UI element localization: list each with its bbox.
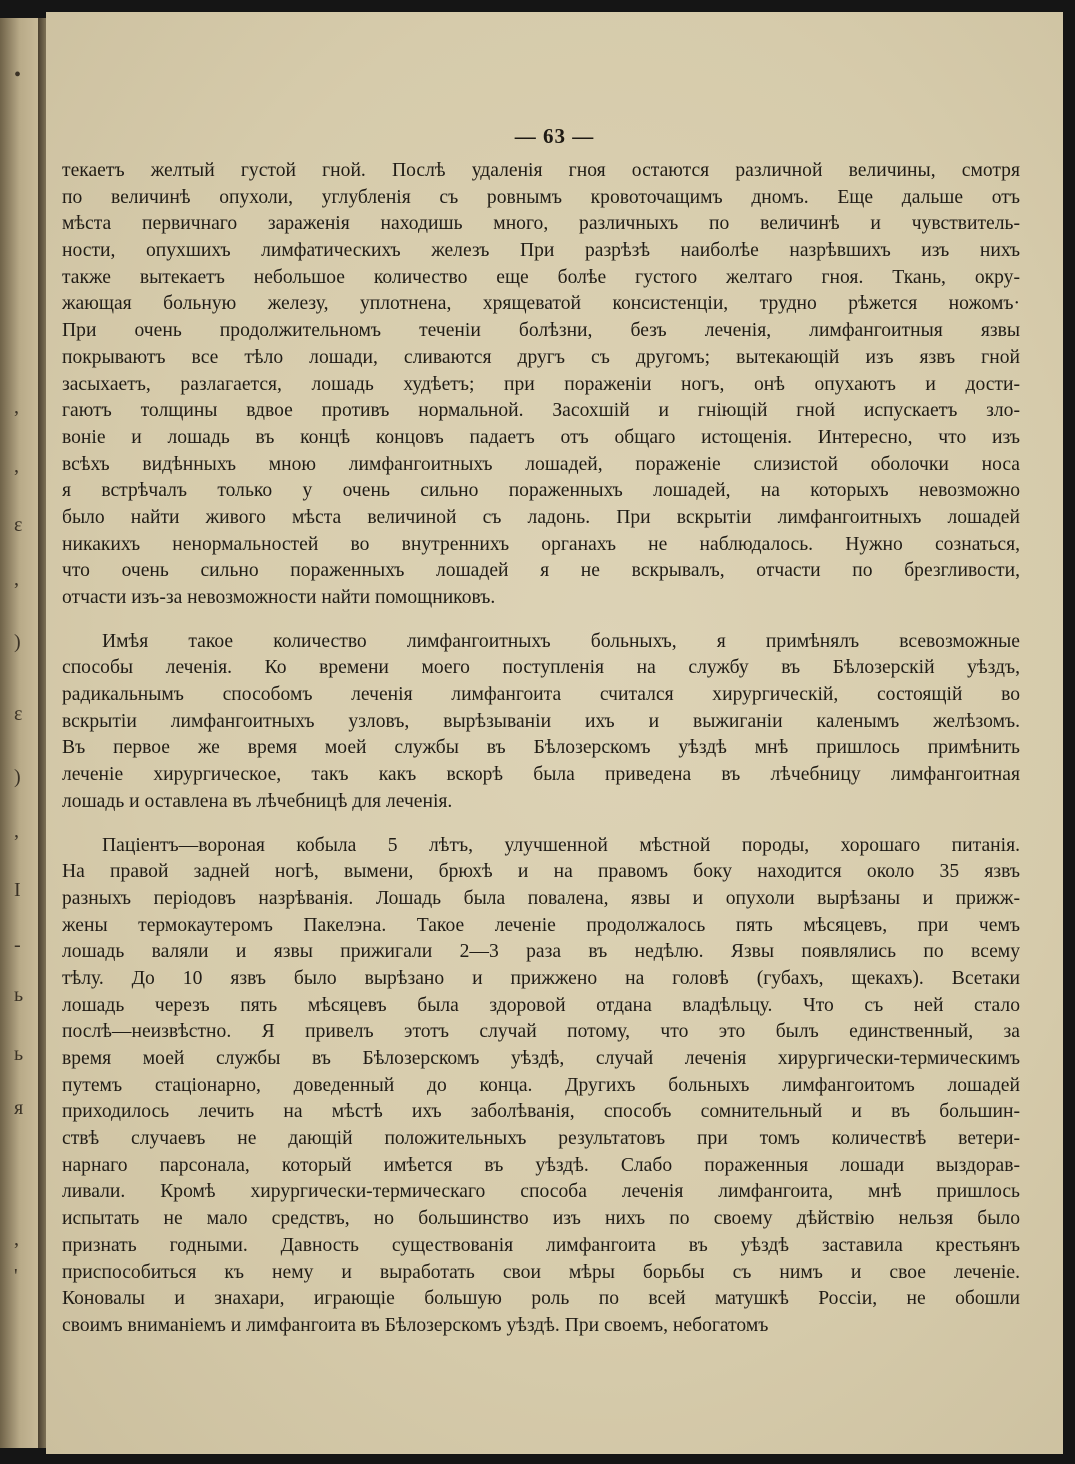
page-number: — 63 — [514, 124, 595, 148]
text-line: всѣхъ видѣнныхъ мною лимфангоитныхъ лошадей, пораженіе слизистой оболочки носа [62, 453, 1020, 475]
left-page-edge-char: , [14, 396, 19, 418]
text-line: леченіе хирургическое, такъ какъ вскорѣ была приведена въ лѣчебницу лимфангоитная [62, 764, 1020, 786]
text-line: жены термокаутеромъ Пакелэна. Такое леченіе продолжалось пять мѣсяцевъ, при чемъ [62, 914, 1020, 936]
paragraph [62, 158, 1020, 612]
text-line: признать годными. Давность существованія лимфангоита въ уѣздѣ заставила крестьянъ [62, 1234, 1020, 1256]
left-page-edge-char: ь [14, 1042, 24, 1065]
left-page-edge-char: , [14, 568, 19, 591]
left-page-edge-char: ) [14, 765, 21, 788]
text-line: разныхъ періодовъ назрѣванія. Лошадь была повалена, язвы и опухоли вырѣзаны и прижж- [62, 887, 1020, 909]
text-line: воніе и лошадь въ концѣ концовъ падаетъ отъ общаго истощенія. Интересно, что изъ [62, 426, 1020, 448]
text-line: я встрѣчалъ только у очень сильно пораженныхъ лошадей, на которыхъ невозможно [62, 480, 1020, 502]
left-page-edge-char: ' [14, 1265, 18, 1288]
left-page-edge-char: I [14, 879, 21, 901]
text-line: ствѣ случаевъ не дающій положительныхъ результатовъ при томъ количествѣ ветери- [62, 1128, 1020, 1150]
text-line: жающая больную железу, уплотнена, хрящеватой консистенціи, трудно рѣжется ножомъ· [62, 293, 1020, 315]
left-page-edge-char: • [14, 64, 22, 87]
text-line: радикальнымъ способомъ леченія лимфангоита считался хирургическій, состоящій во [62, 684, 1020, 706]
paragraph-gap [62, 612, 1020, 629]
text-line: лошадь и оставлена въ лѣчебницѣ для леченія. [62, 790, 453, 812]
left-page-edge-char: , [14, 454, 19, 477]
text-line: вскрытіи лимфангоитныхъ узловъ, вырѣзываніи ихъ и выжиганіи каленымъ желѣзомъ. [62, 710, 1020, 732]
text-line: покрываютъ все тѣло лошади, сливаются другъ съ другомъ; вытекающій изъ язвъ гной [62, 346, 1020, 368]
text-line: нарнаго парсонала, который имѣется въ уѣздѣ. Слабо пораженныя лошади выздорав- [62, 1154, 1020, 1176]
text-line: никакихъ ненормальностей во внутреннихъ органахъ не наблюдалось. Нужно сознаться, [62, 533, 1020, 555]
text-line: Коновалы и знахари, играющіе большую роль по всей матушкѣ Россіи, не обошли [62, 1288, 1020, 1310]
paragraph [62, 629, 1020, 816]
text-line: способы леченія. Ко времени моего поступленія на службу въ Бѣлозерскій уѣздъ, [62, 657, 1020, 679]
text-line: лошадь черезъ пять мѣсяцевъ была здоровой отдана владѣльцу. Что съ ней стало [62, 994, 1020, 1016]
text-line: ливали. Кромѣ хирургически-термическаго способа леченія лимфангоита, мнѣ пришлось [62, 1181, 1020, 1203]
text-line: ности, опухшихъ лимфатическихъ железъ При разрѣзѣ наиболѣе назрѣвшихъ изъ нихъ [62, 240, 1020, 262]
text-line: приходилось лечить на мѣстѣ ихъ заболѣванія, способъ сомнительный и въ большин- [62, 1101, 1020, 1123]
left-page-edge-char: , [14, 820, 19, 843]
book-page [46, 12, 1063, 1454]
left-page-edge-char: , [14, 1227, 19, 1250]
text-line: гаютъ толщины вдвое противъ нормальной. Засохшій и гніющій гной испускаетъ зло- [62, 400, 1020, 422]
text-line: Имѣя такое количество лимфангоитныхъ больныхъ, я примѣнялъ всевозможные [102, 630, 1020, 652]
text-line: мѣста первичнаго зараженія находишь много, различныхъ по величинѣ и чувствитель- [62, 213, 1020, 235]
body-text [62, 158, 1020, 1340]
paragraph [62, 833, 1020, 1340]
left-page-edge-char: ɛ [14, 702, 23, 725]
text-line: лошадь валяли и язвы прижигали 2—3 раза въ недѣлю. Язвы появлялись по всему [62, 941, 1020, 963]
text-line: своимъ вниманіемъ и лимфангоита въ Бѣлозерскомъ уѣздѣ. При своемъ, небогатомъ [62, 1314, 769, 1336]
text-line: отчасти изъ-за невозможности найти помощниковъ. [62, 587, 496, 608]
left-page-edge-char: ь [14, 984, 24, 1006]
text-line: послѣ—неизвѣстно. Я привелъ этотъ случай потому, что это былъ единственный, за [62, 1021, 1020, 1043]
text-line: что очень сильно пораженныхъ лошадей я не вскрывалъ, отчасти по брезгливости, [62, 560, 1020, 582]
left-page-edge-char: я [14, 1097, 24, 1120]
text-line: При очень продолжительномъ теченіи болѣзни, безъ леченія, лимфангоитныя язвы [62, 320, 1020, 342]
left-page-edge-char: ɛ [14, 513, 23, 536]
text-line: также вытекаетъ небольшое количество еще болѣе густого желтаго гноя. Ткань, окру- [62, 266, 1020, 288]
text-line: Въ первое же время моей службы въ Бѣлозерскомъ уѣздѣ мнѣ пришлось примѣнить [62, 737, 1020, 759]
text-line: испытать не мало средствъ, но большинство изъ нихъ по своему дѣйствію нельзя было [62, 1208, 1020, 1230]
paragraph-gap [62, 816, 1020, 833]
left-page-edge-char: ) [14, 631, 21, 654]
text-line: путемъ стаціонарно, доведенный до конца. Другихъ больныхъ лимфангоитомъ лошадей [62, 1074, 1020, 1096]
text-line: Паціентъ—вороная кобыла 5 лѣтъ, улучшенной мѣстной породы, хорошаго питанія. [102, 834, 1020, 856]
text-line: было найти живого мѣста величиной съ ладонь. При вскрытіи лимфангоитныхъ лошадей [62, 506, 1020, 528]
text-line: текаетъ желтый густой гной. Послѣ удаленія гноя остаются различной величины, смотря [62, 160, 1020, 181]
text-line: На правой задней ногѣ, вымени, брюхѣ и на правомъ боку находится около 35 язвъ [62, 861, 1020, 883]
text-line: по величинѣ опухоли, углубленія съ ровнымъ кровоточащимъ дномъ. Еще дальше отъ [62, 186, 1020, 208]
left-page-edge-char: - [14, 933, 21, 956]
text-line: время моей службы въ Бѣлозерскомъ уѣздѣ, случай леченія хирургически-термическимъ [62, 1048, 1020, 1069]
text-line: приспособиться къ нему и выработать свои мѣры борьбы съ нимъ и свое леченіе. [62, 1261, 1020, 1283]
text-line: засыхаетъ, разлагается, лошадь худѣетъ; при пораженіи ногъ, онѣ опухаютъ и дости- [62, 373, 1020, 395]
text-line: тѣлу. До 10 язвъ было вырѣзано и прижжено на головѣ (губахъ, щекахъ). Всетаки [62, 967, 1020, 989]
